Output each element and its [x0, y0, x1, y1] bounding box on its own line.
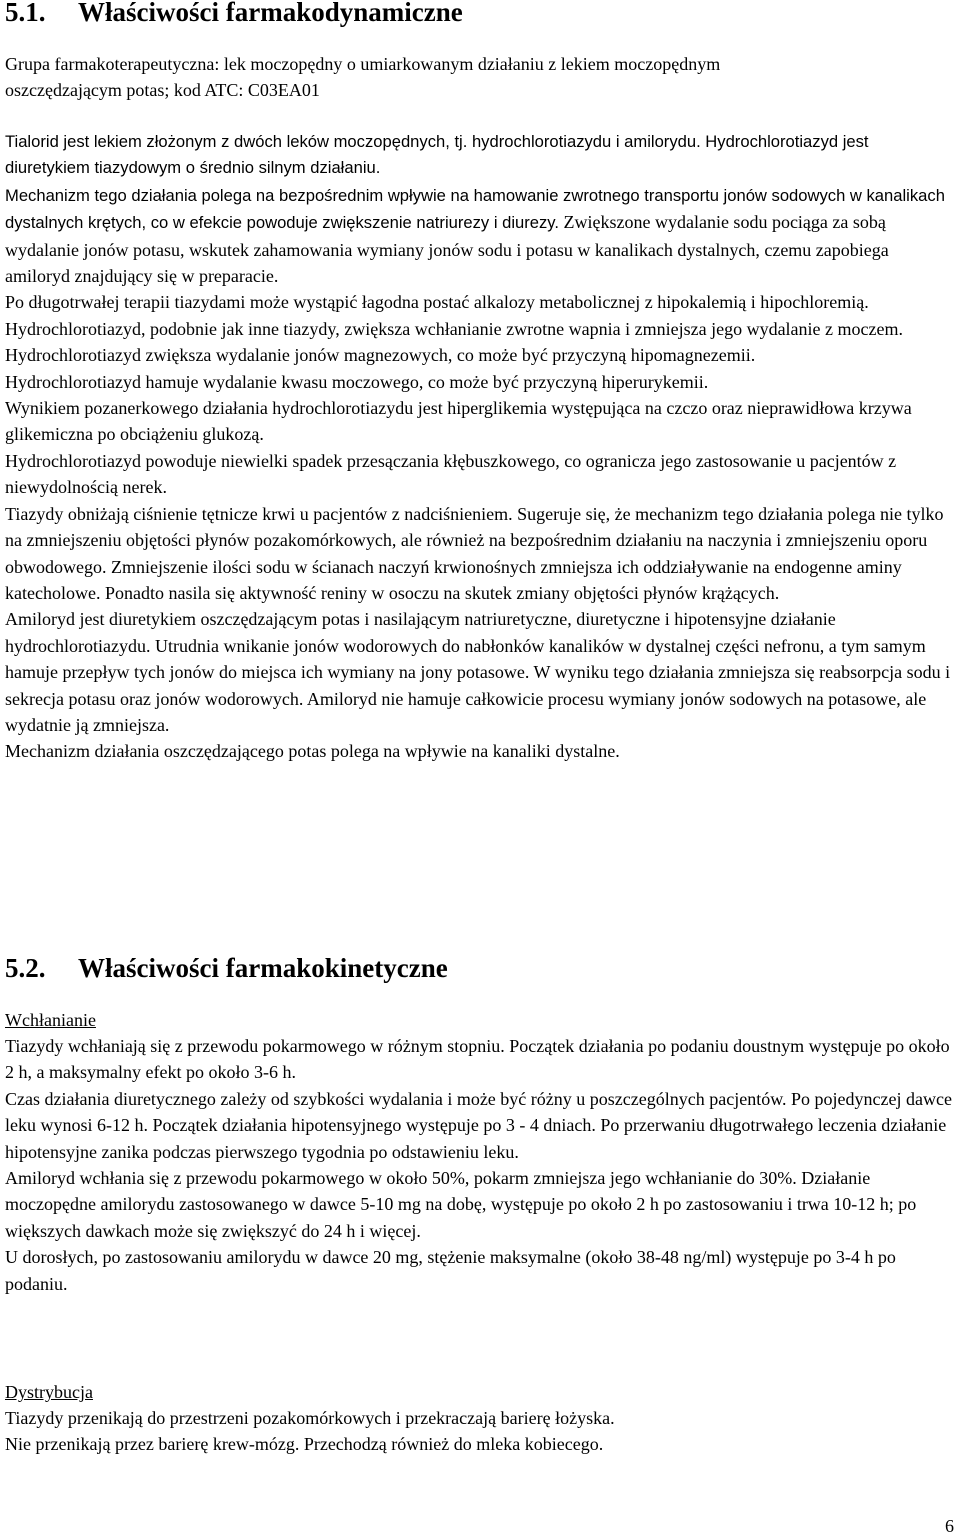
paragraph: Hydrochlorotiazyd hamuje wydalanie kwasu moczowego, co może być przyczyną hiperurykemii. [5, 371, 709, 392]
pharmacotherapeutic-group [5, 51, 720, 104]
subsection-heading-wchlanianie: Wchłanianie [5, 1010, 96, 1030]
section-number: 5.2. [5, 953, 46, 983]
paragraph: Tiazydy obniżają ciśnienie tętnicze krwi u pacjentów z nadciśnieniem. Sugeruje się, że mechanizm tego działania polega nie tylko na zmniejszeniu objętości płynów pozakomórkowych, ale również na bezpośrednim działaniu na naczynia i zmniejszeniu oporu obwodowego. Zmniejszenie ilości sodu w ścianach naczyń krwionośnych zmniejsza ich oddziaływanie na endogenne aminy katecholowe. Ponadto nasila się aktywność reniny w osoczu na skutek zmiany objętości płynów krążących. [5, 503, 944, 603]
paragraph: Hydrochlorotiazyd zwiększa wydalanie jonów magnezowych, co może być przyczyną hipomagnezemii. [5, 345, 756, 366]
dystrybucja-body [5, 1405, 615, 1458]
paragraph: Amiloryd jest diuretykiem oszczędzającym potas i nasilającym natriuretyczne, diuretyczne i hipotensyjne działanie hydrochlorotiazydu. Utrudnia wnikanie jonów wodorowych do nabłonków kanalików w dystalnej części nefronu, a tym samym hamuje przepływ tych jonów do miejsca ich wymiany na jony potasowe. W wyniku tego działania zmniejsza się reabsorpcja sodu i sekrecja potasu oraz jonów wodorowych. Amiloryd nie hamuje całkowicie procesu wymiany jonów sodowych na potasowe, ale wydatnie ją zmniejsza. [5, 609, 951, 735]
paragraph: Mechanizm działania oszczędzającego potas polega na wpływie na kanaliki dystalne. [5, 741, 620, 762]
paragraph: Tialorid jest lekiem złożonym z dwóch leków moczopędnych, tj. hydrochlorotiazydu i amilorydu. Hydrochlorotiazyd jest diuretykiem tiazydowym o średnio silnym działaniu. [5, 132, 869, 178]
paragraph: Hydrochlorotiazyd, podobnie jak inne tiazydy, zwiększa wchłanianie zwrotne wapnia i zmniejsza jego wydalanie z moczem. [5, 318, 903, 339]
section-number: 5.1. [5, 0, 46, 27]
paragraph: Wynikiem pozanerkowego działania hydrochlorotiazydu jest hiperglikemia występująca na czczo oraz nieprawidłowa krzywa glikemiczna po obciążeniu glukozą. [5, 398, 912, 445]
paragraph: Czas działania diuretycznego zależy od szybkości wydalania i może być różny u poszczególnych pacjentów. Po pojedynczej dawce leku wynosi 6-12 h. Początek działania hipotensyjnego występuje po 3 - 4 dniach. Po przerwaniu długotrwałego leczenia działanie hipotensyjne zanika podczas pierwszego tygodnia po odstawieniu leku. [5, 1088, 952, 1162]
paragraph: Mechanizm tego działania polega na bezpośrednim wpływie na hamowanie zwrotnego transportu jonów sodowych w kanalikach dystalnych krętych, co w efekcie powoduje zwiększenie natriurezy i diurezy. [5, 185, 945, 233]
paragraph: Tiazydy wchłaniają się z przewodu pokarmowego w różnym stopniu. Początek działania po podaniu doustnym występuje po około 2 h, a maksymalny efekt po około 3-6 h. [5, 1036, 950, 1083]
section-5-2-heading [5, 955, 448, 981]
paragraph: Zwiększone wydalanie sodu pociąga za sobą wydalanie jonów potasu, wskutek zahamowania wymiany jonów sodu i potasu w kanalikach dystalnych, czemu zapobiega amiloryd znajdujący się w preparacie. [5, 212, 889, 287]
wchlanianie-body [5, 1033, 955, 1297]
group-line: Grupa farmakoterapeutyczna: lek moczopędny o umiarkowanym działaniu z lekiem moczopędnym [5, 54, 721, 74]
section-5-1-body [5, 129, 955, 765]
paragraph: Nie przenikają przez barierę krew-mózg. Przechodzą również do mleka kobiecego. [5, 1434, 604, 1455]
section-5-1-heading [5, 0, 463, 25]
paragraph: Amiloryd wchłania się z przewodu pokarmowego w około 50%, pokarm zmniejsza jego wchłanianie do 30%. Działanie moczopędne amilorydu zastosowanego w dawce 5-10 mg na dobę, występuje po około 2 h po zastosowaniu i trwa 10-12 h; po większych dawkach może się zwiększyć do 24 h i więcej. [5, 1168, 917, 1241]
paragraph: U dorosłych, po zastosowaniu amilorydu w dawce 20 mg, stężenie maksymalne (około 38-48 ng/ml) występuje po 3-4 h po podaniu. [5, 1247, 896, 1294]
paragraph: Tiazydy przenikają do przestrzeni pozakomórkowych i przekraczają barierę łożyska. [5, 1408, 615, 1428]
page-number: 6 [945, 1516, 954, 1536]
section-title: Właściwości farmakodynamiczne [78, 0, 463, 27]
section-title: Właściwości farmakokinetyczne [78, 953, 448, 983]
group-line: oszczędzającym potas; kod ATC: C03EA01 [5, 80, 320, 101]
paragraph: Po długotrwałej terapii tiazydami może wystąpić łagodna postać alkalozy metabolicznej z hipokalemią i hipochloremią. [5, 292, 869, 313]
subsection-heading-dystrybucja: Dystrybucja [5, 1382, 93, 1402]
paragraph: Hydrochlorotiazyd powoduje niewielki spadek przesączania kłębuszkowego, co ogranicza jego zastosowanie u pacjentów z niewydolnością nerek. [5, 450, 897, 498]
